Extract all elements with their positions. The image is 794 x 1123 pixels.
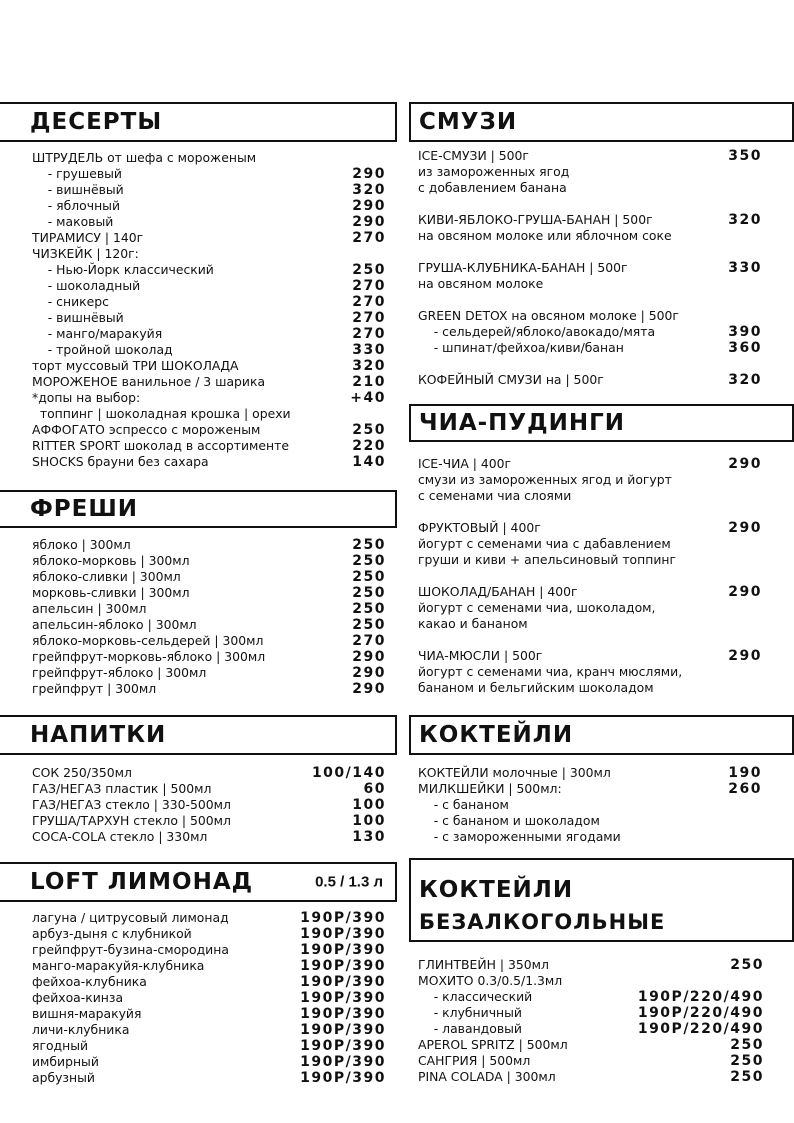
menu-item	[32, 537, 386, 553]
item-price: 220	[352, 438, 386, 454]
menu-item	[418, 488, 762, 504]
menu-item	[32, 958, 386, 974]
item-price: 330	[728, 260, 762, 276]
item-name: йогурт с семенами чиа, кранч мюслями,	[418, 664, 683, 679]
menu-item	[32, 166, 386, 182]
item-name: ШОКОЛАД/БАНАН | 400г	[418, 584, 578, 599]
item-price: 270	[352, 326, 386, 342]
item-price: 190P/390	[300, 1054, 386, 1070]
item-name: СОК 250/350мл	[32, 765, 132, 780]
menu-item	[418, 324, 762, 340]
item-price: 190	[728, 765, 762, 781]
menu-item	[32, 326, 386, 342]
item-name: йогурт с семенами чиа с дабавлением	[418, 536, 671, 551]
item-price: 250	[730, 1053, 764, 1069]
item-price: 190P/390	[300, 958, 386, 974]
item-name: - Нью-Йорк классический	[32, 262, 214, 277]
item-price: 140	[352, 454, 386, 470]
cocktails-header	[409, 715, 794, 755]
item-price: 100/140	[311, 765, 386, 781]
item-price: 270	[352, 278, 386, 294]
item-name: PINA COLADA | 300мл	[418, 1069, 556, 1084]
menu-item	[32, 310, 386, 326]
item-name: - манго/маракуйя	[32, 326, 163, 341]
menu-item	[32, 649, 386, 665]
item-price: 290	[352, 665, 386, 681]
item-price: 350	[728, 148, 762, 164]
item-name: МИЛКШЕЙКИ | 500мл:	[418, 781, 562, 796]
item-price: 320	[352, 358, 386, 374]
menu-item	[32, 553, 386, 569]
menu-item	[32, 182, 386, 198]
menu-item	[418, 180, 762, 196]
menu-item	[32, 390, 386, 406]
item-name: САНГРИЯ | 500мл	[418, 1053, 531, 1068]
item-price: 270	[352, 230, 386, 246]
menu-item	[418, 228, 762, 244]
item-price: 250	[352, 537, 386, 553]
menu-item	[418, 340, 762, 356]
item-name: ягодный	[32, 1038, 89, 1053]
item-name: - сникерс	[32, 294, 109, 309]
item-name: - лавандовый	[418, 1021, 522, 1036]
menu-item	[32, 569, 386, 585]
nonalc-title-1: КОКТЕЙЛИ	[419, 877, 574, 903]
drinks-header	[0, 715, 397, 755]
menu-item	[32, 198, 386, 214]
menu-item	[32, 358, 386, 374]
item-price: 250	[730, 1069, 764, 1085]
menu-item	[32, 926, 386, 942]
menu-item	[32, 150, 386, 166]
item-name: арбуз-дыня с клубникой	[32, 926, 192, 941]
item-name: ТИРАМИСУ | 140г	[32, 230, 144, 245]
menu-item	[32, 765, 386, 781]
item-price: 190P/220/490	[637, 1021, 764, 1037]
item-price: 190P/390	[300, 1070, 386, 1086]
item-name: яблоко-морковь | 300мл	[32, 553, 190, 568]
item-name: - с замороженными ягодами	[418, 829, 621, 844]
item-price: 270	[352, 633, 386, 649]
menu-item	[418, 765, 762, 781]
item-name: топпинг | шоколадная крошка | орехи	[32, 406, 291, 421]
item-price: 190P/390	[300, 1022, 386, 1038]
item-name: личи-клубника	[32, 1022, 130, 1037]
item-price: 250	[352, 601, 386, 617]
menu-item	[418, 472, 762, 488]
menu-item	[418, 797, 762, 813]
item-name: морковь-сливки | 300мл	[32, 585, 190, 600]
item-name: ФРУКТОВЫЙ | 400г	[418, 520, 541, 535]
item-price: 320	[728, 372, 762, 388]
item-name: на овсяном молоке	[418, 276, 544, 291]
chia-header	[409, 404, 794, 442]
item-name: имбирный	[32, 1054, 99, 1069]
item-price: 190P/390	[300, 1038, 386, 1054]
drinks-title: НАПИТКИ	[30, 722, 167, 748]
item-name: МОХИТО 0.3/0.5/1.3мл	[418, 973, 563, 988]
menu-item	[32, 1022, 386, 1038]
item-name: арбузный	[32, 1070, 95, 1085]
item-price: 320	[728, 212, 762, 228]
item-name: *допы на выбор:	[32, 390, 141, 405]
item-name: APEROL SPRITZ | 500мл	[418, 1037, 568, 1052]
menu-item	[418, 973, 764, 989]
menu-item	[32, 1054, 386, 1070]
item-price: 190P/220/490	[637, 1005, 764, 1021]
lemonade-volume: 0.5 / 1.3 л	[315, 873, 383, 891]
menu-item	[418, 276, 762, 292]
menu-item	[418, 781, 762, 797]
menu-item	[32, 797, 386, 813]
cocktails-title: КОКТЕЙЛИ	[419, 722, 574, 748]
item-price: 250	[352, 422, 386, 438]
item-price: 210	[352, 374, 386, 390]
menu-item	[32, 406, 386, 422]
menu-item	[32, 1006, 386, 1022]
item-price: 330	[352, 342, 386, 358]
menu-item	[32, 617, 386, 633]
item-price: 290	[352, 166, 386, 182]
item-name: - с бананом и шоколадом	[418, 813, 600, 828]
chia-title: ЧИА-ПУДИНГИ	[419, 410, 626, 436]
item-name: яблоко-морковь-сельдерей | 300мл	[32, 633, 264, 648]
menu-item	[418, 989, 764, 1005]
item-price: 270	[352, 310, 386, 326]
item-name: - маковый	[32, 214, 114, 229]
menu-item	[418, 1037, 764, 1053]
lemonade-header	[0, 862, 397, 902]
menu-item	[32, 829, 386, 845]
item-price: 250	[352, 569, 386, 585]
item-price: 190P/390	[300, 926, 386, 942]
menu-item	[32, 1038, 386, 1054]
item-name: - тройной шоколад	[32, 342, 173, 357]
item-price: 270	[352, 294, 386, 310]
menu-item	[418, 1021, 764, 1037]
menu-item	[418, 600, 762, 616]
menu-item	[418, 260, 762, 276]
item-name: - грушевый	[32, 166, 122, 181]
item-price: 250	[352, 617, 386, 633]
desserts-title: ДЕСЕРТЫ	[30, 109, 163, 135]
menu-item	[418, 680, 762, 696]
item-name: ГАЗ/НЕГАЗ пластик | 500мл	[32, 781, 212, 796]
item-name: - яблочный	[32, 198, 121, 213]
menu-item	[32, 974, 386, 990]
item-price: 130	[352, 829, 386, 845]
menu-item	[418, 584, 762, 600]
item-name: вишня-маракуйя	[32, 1006, 142, 1021]
item-name: ICE-ЧИА | 400г	[418, 456, 512, 471]
item-price: 390	[728, 324, 762, 340]
item-name: смузи из замороженных ягод и йогурт	[418, 472, 672, 487]
lemonade-title: LOFT ЛИМОНАД	[30, 869, 254, 895]
menu-item	[32, 990, 386, 1006]
menu-item	[32, 374, 386, 390]
menu-item	[32, 294, 386, 310]
menu-item	[418, 308, 762, 324]
item-name: грейпфрут-бузина-смородина	[32, 942, 229, 957]
item-price: 190P/390	[300, 974, 386, 990]
item-name: ГАЗ/НЕГАЗ стекло | 330-500мл	[32, 797, 231, 812]
item-price: 290	[352, 649, 386, 665]
smoothies-header	[409, 102, 794, 142]
item-name: на овсяном молоке или яблочном соке	[418, 228, 672, 243]
item-name: RITTER SPORT шоколад в ассортименте	[32, 438, 289, 453]
item-name: - вишнёвый	[32, 182, 124, 197]
item-name: с добавлением банана	[418, 180, 567, 195]
item-price: 190P/390	[300, 910, 386, 926]
menu-item	[32, 681, 386, 697]
item-price: 100	[352, 797, 386, 813]
item-name: КОФЕЙНЫЙ СМУЗИ на | 500г	[418, 372, 604, 387]
item-price: 290	[728, 456, 762, 472]
item-name: из замороженных ягод	[418, 164, 570, 179]
nonalc-title-2: БЕЗАЛКОГОЛЬНЫЕ	[419, 910, 666, 934]
item-price: 260	[728, 781, 762, 797]
menu-item	[32, 633, 386, 649]
item-price: 250	[352, 553, 386, 569]
item-price: 290	[352, 198, 386, 214]
item-price: 290	[352, 214, 386, 230]
menu-item	[32, 262, 386, 278]
menu-item	[418, 829, 762, 845]
item-price: 290	[728, 648, 762, 664]
menu-item	[418, 552, 762, 568]
item-name: - шпинат/фейхоа/киви/банан	[418, 340, 624, 355]
menu-item	[32, 1070, 386, 1086]
item-price: 190P/220/490	[637, 989, 764, 1005]
smoothies-title: СМУЗИ	[419, 109, 518, 135]
item-name: ЧИА-МЮСЛИ | 500г	[418, 648, 543, 663]
item-name: торт муссовый ТРИ ШОКОЛАДА	[32, 358, 239, 373]
item-name: ГРУША/ТАРХУН стекло | 500мл	[32, 813, 231, 828]
item-name: грейпфрут | 300мл	[32, 681, 157, 696]
menu-item	[418, 1005, 764, 1021]
menu-item	[418, 212, 762, 228]
menu-item	[32, 781, 386, 797]
item-price: 290	[728, 584, 762, 600]
menu-item	[418, 957, 764, 973]
item-price: 290	[352, 681, 386, 697]
menu-item	[418, 1053, 764, 1069]
desserts-header	[0, 102, 397, 142]
item-name: апельсин | 300мл	[32, 601, 147, 616]
item-name: яблоко-сливки | 300мл	[32, 569, 181, 584]
item-name: лагуна / цитрусовый лимонад	[32, 910, 229, 925]
menu-item	[32, 438, 386, 454]
item-price: 250	[730, 957, 764, 973]
item-name: грейпфрут-яблоко | 300мл	[32, 665, 207, 680]
item-price: 360	[728, 340, 762, 356]
item-name: фейхоа-клубника	[32, 974, 147, 989]
item-name: ГРУША-КЛУБНИКА-БАНАН | 500г	[418, 260, 628, 275]
menu-item	[418, 648, 762, 664]
menu-item	[32, 342, 386, 358]
item-price: 100	[352, 813, 386, 829]
item-price: 190P/390	[300, 1006, 386, 1022]
item-price: 250	[352, 262, 386, 278]
item-price: 190P/390	[300, 990, 386, 1006]
menu-item	[32, 601, 386, 617]
item-name: апельсин-яблоко | 300мл	[32, 617, 197, 632]
item-name: - с бананом	[418, 797, 509, 812]
item-price: 250	[352, 585, 386, 601]
item-name: КОКТЕЙЛИ молочные | 300мл	[418, 765, 611, 780]
item-price: 290	[728, 520, 762, 536]
item-price: 320	[352, 182, 386, 198]
menu-item	[418, 616, 762, 632]
menu-item	[418, 536, 762, 552]
item-price: 60	[363, 781, 386, 797]
item-name: грейпфрут-морковь-яблоко | 300мл	[32, 649, 266, 664]
fresh-title: ФРЕШИ	[30, 496, 139, 522]
item-name: ЧИЗКЕЙК | 120г:	[32, 246, 139, 261]
item-price: +40	[350, 390, 386, 406]
item-name: SHOCKS брауни без сахара	[32, 454, 209, 469]
item-name: какао и бананом	[418, 616, 528, 631]
menu-item	[418, 520, 762, 536]
menu-item	[418, 664, 762, 680]
item-name: МОРОЖЕНОЕ ванильное / 3 шарика	[32, 374, 266, 389]
item-price: 250	[730, 1037, 764, 1053]
menu-item	[418, 372, 762, 388]
menu-item	[418, 164, 762, 180]
menu-item	[32, 214, 386, 230]
item-name: КИВИ-ЯБЛОКО-ГРУША-БАНАН | 500г	[418, 212, 653, 227]
menu-item	[32, 278, 386, 294]
menu-item	[32, 942, 386, 958]
item-name: манго-маракуйя-клубника	[32, 958, 205, 973]
menu-item	[32, 230, 386, 246]
item-name: ICE-СМУЗИ | 500г	[418, 148, 529, 163]
menu-item	[418, 456, 762, 472]
menu-item	[32, 910, 386, 926]
item-price: 190P/390	[300, 942, 386, 958]
menu-item	[32, 246, 386, 262]
item-name: йогурт с семенами чиа, шоколадом,	[418, 600, 656, 615]
item-name: - сельдерей/яблоко/авокадо/мята	[418, 324, 656, 339]
item-name: яблоко | 300мл	[32, 537, 131, 552]
menu-item	[32, 665, 386, 681]
item-name: - клубничный	[418, 1005, 522, 1020]
fresh-header	[0, 490, 397, 528]
menu-item	[32, 454, 386, 470]
menu-item	[418, 148, 762, 164]
menu-item	[418, 1069, 764, 1085]
item-name: бананом и бельгийским шоколадом	[418, 680, 654, 695]
item-name: COCA-COLA стекло | 330мл	[32, 829, 208, 844]
item-name: ШТРУДЕЛЬ от шефа с мороженым	[32, 150, 257, 165]
item-name: фейхоа-кинза	[32, 990, 124, 1005]
item-name: груши и киви + апельсиновый топпинг	[418, 552, 677, 567]
nonalc-header	[409, 858, 794, 942]
item-name: - классический	[418, 989, 533, 1004]
item-name: с семенами чиа слоями	[418, 488, 572, 503]
item-name: - шоколадный	[32, 278, 141, 293]
item-name: ГЛИНТВЕЙН | 350мл	[418, 957, 549, 972]
item-name: - вишнёвый	[32, 310, 124, 325]
item-name: GREEN DETOX на овсяном молоке | 500г	[418, 308, 679, 323]
menu-item	[32, 813, 386, 829]
menu-item	[418, 813, 762, 829]
menu-item	[32, 585, 386, 601]
item-name: АФФОГАТО эспрессо с мороженым	[32, 422, 261, 437]
menu-item	[32, 422, 386, 438]
